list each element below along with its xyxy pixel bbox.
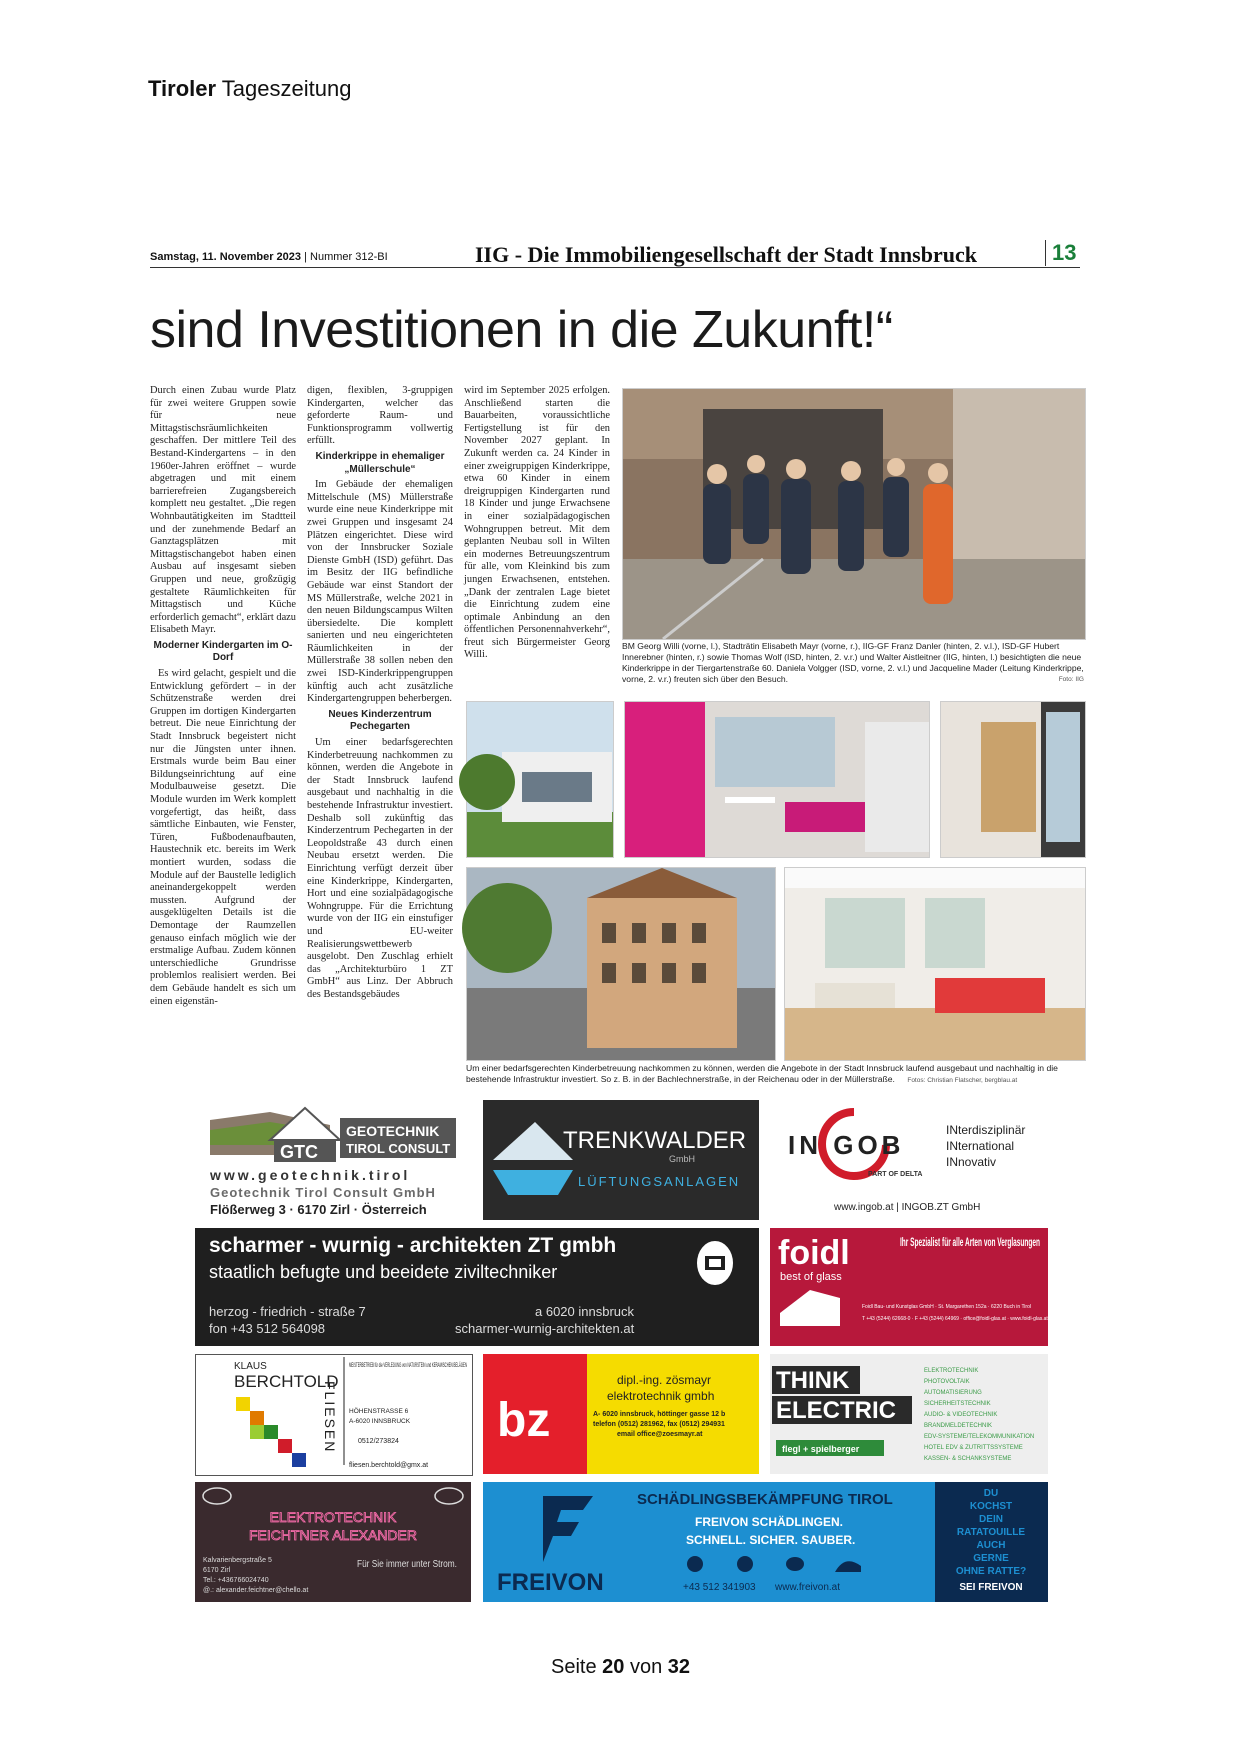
- ingob-website: www.ingob.at | INGOB.ZT GmbH: [834, 1202, 981, 1213]
- pigeon-icon: [687, 1556, 703, 1572]
- foidl-address: Foidl Bau- und Kunstglas GmbH · St. Margarethen 152a · 6220 Buch in Tirol: [862, 1304, 1031, 1310]
- feichtner-email: @.: alexander.feichtner@chello.at: [203, 1587, 309, 1594]
- freivon-title: SCHÄDLINGSBEKÄMPFUNG TIROL: [637, 1491, 893, 1508]
- ad-scharmer-wurnig[interactable]: [195, 1228, 759, 1346]
- classroom-photo: [784, 867, 1086, 1061]
- freivon-side-line: AUCH: [976, 1540, 1006, 1551]
- think-service: EDV-SYSTEME/TELEKOMMUNIKATION: [924, 1434, 1035, 1440]
- freivon-website: www.freivon.at: [775, 1582, 841, 1593]
- freivon-side-line: GERNE: [973, 1553, 1009, 1564]
- photo-credit: Fotos: Christian Flatscher, bergblau.at: [907, 1077, 1018, 1084]
- subheading: Moderner Kindergarten im O-Dorf: [153, 639, 293, 664]
- gtc-logo: GTC: [280, 1142, 318, 1162]
- group-photo: [622, 388, 1086, 640]
- total-pages: 32: [667, 1656, 690, 1678]
- scharmer-title: scharmer - wurnig - architekten ZT gmbh: [209, 1234, 617, 1257]
- paragraph: Um einer bedarfsgerechten Kinderbetreuung nachkommen zu können, werden die Angebote in der Stadt Innsbruck laufend ausgebaut und nachhaltig in die bestehende Infrastruktur investiert. Deshalb soll zukünftig das Kinderzentrum Pechegarten in der Leopoldstraße 43 durch einen Neubau ersetzt werden. Die Einrichtung verfügt derzeit über eine Kinderkrippe, Kindergarten, Hort und eine sozialpädagogische Wohngruppe. Für die Errichtung wurde von der IIG ein einstufiger und EU-weiter Realisierungswettbewerb ausgelobt. Den Zuschlag erhielt das „Architekturbüro 1 ZT GmbH“ aus Linz. Der Abbruch des Bestandsgebäudes: [307, 737, 453, 1000]
- scharmer-city: a 6020 innsbruck: [535, 1304, 635, 1319]
- paragraph: wird im September 2025 erfolgen. Anschließend starten die Bauarbeiten, voraussichtliche Fertigstellung ist für den November 2027 geplant. In Zukunft werden ca. 24 Kinder in einer zweigruppigen Kinderkrippe, etwa 60 Kinder in einem dreigruppigen Kindergarten rund 18 Kinder und junge Erwachsene in einer sozialpädagogischen Wohngruppen betreut. Mit dem geplanten Neubau soll in Wilten ein modernes Betreuungszentrum für alle, vom Kleinkind bis zum jungen Erwachsenen, entstehen. „Dank der zentralen Lage bietet die Einrichtung zudem eine optimale Anbindung an den öffentlichen Personennahverkehr“, freut sich Bürgermeister Georg Willi.: [464, 385, 610, 661]
- foidl-tagline: best of glass: [780, 1271, 842, 1283]
- photo-caption: BM Georg Willi (vorne, l.), Stadträtin Elisabeth Mayr (vorne, r.), IIG-GF Franz Danler (hinten, 2. v.l.), ISD-GF Hubert Innerebner (hinten, r.) sowie Thomas Wolf (ISD, hinten, 2. v.r.) und Walter Aistleitner (IIG, hinten, l.) besichtigten die neue Kinderkrippe in der Tiergartenstraße 60. Daniela Volgger (ISD, vorne, 2. v.l.) und Jacqueline Mader (Leitung Kinderkrippe, vorne, 2. v.r.) freuten sich über den Besuch. Foto: IIG: [622, 641, 1084, 684]
- berchtold-phone: 0512/273824: [358, 1438, 399, 1445]
- issue-date: Samstag, 11. November 2023 | Nummer 312-BI: [150, 251, 388, 263]
- gtc-website: www.geotechnik.tirol: [210, 1167, 411, 1183]
- feichtner-slogan: Für Sie immer unter Strom.: [357, 1559, 457, 1570]
- think-service: KASSEN- & SCHANKSYSTEME: [924, 1456, 1012, 1462]
- foidl-slogan: Ihr Spezialist für alle Arten von Verglasungen: [900, 1235, 1040, 1249]
- ad-freivon[interactable]: [483, 1482, 935, 1602]
- think-partner: flegl + spielberger: [782, 1444, 860, 1454]
- subheading: Kinderkrippe in ehemaliger „Müllerschule“: [315, 450, 445, 475]
- think-service: AUTOMATISIERUNG: [924, 1390, 982, 1396]
- bz-line-2: elektrotechnik gmbh: [607, 1389, 715, 1403]
- ad-zoesmayr-elektrotechnik[interactable]: [483, 1354, 759, 1474]
- historic-building-photo: [466, 867, 776, 1061]
- paragraph: Durch einen Zubau wurde Platz für zwei weitere Gruppen sowie für neue Mittagstischsräumlichkeiten geschaffen. Der mittlere Teil des Bestand-Kindergartens – in den 1960er-Jahren eröffnet – wurde abgetragen und mit einem barrierefreien Zugangsbereich komplett neu gestaltet. „Die regen Wohnbautätigkeiten im Stadtteil und der zunehmende Bedarf an Ganztagsplätzen mit Mittagstischangebot haben einen Ausbau auf insgesamt sieben Gruppen und neue, großzügig gestaltete Räumlichkeiten für Mittagstisch und Küche erforderlich gemacht“, erklärt dazu Elisabeth Mayr.: [150, 385, 296, 636]
- bz-logo: bz: [497, 1394, 551, 1447]
- spider-icon: [737, 1556, 753, 1572]
- page-number: 13: [1045, 240, 1076, 266]
- foidl-logo: foidl: [778, 1234, 850, 1272]
- bz-line-3: A- 6020 innsbruck, höttinger gasse 12 b: [593, 1411, 726, 1418]
- berchtold-email: fliesen.berchtold@gmx.at: [349, 1462, 429, 1469]
- ad-berchtold-fliesen[interactable]: [195, 1354, 473, 1476]
- think-service: AUDIO- & VIDEOTECHNIK: [924, 1412, 998, 1418]
- paragraph: Im Gebäude der ehemaligen Mittelschule (MS) Müllerstraße wurde eine neue Kinderkrippe mit zwei Gruppen und insgesamt 24 Plätzen eingerichtet. Diese wird von der Innsbrucker Soziale Dienste GmbH (ISD) geführt. Das im Besitz der IIG befindliche Gebäude war einst Standort der MS Müllerstraße, welche 2021 in den neuen Bildungscampus Wilten übersiedelte. Die komplett sanierten und neu eingerichteten Räumlichkeiten in der Müllerstraße 38 sollen neben den zwei ISD-Kinderkrippengruppen künftig auch acht zusätzliche Kindergartengruppen beherbergen.: [307, 479, 453, 705]
- trenkwalder-sub: LÜFTUNGSANLAGEN: [578, 1174, 741, 1189]
- freivon-line-2: SCHNELL. SICHER. SAUBER.: [686, 1533, 856, 1547]
- gtc-company: Geotechnik Tirol Consult GmbH: [210, 1185, 436, 1200]
- ingob-line-2: INternational: [946, 1139, 1015, 1153]
- pest-icons: [687, 1556, 861, 1572]
- berchtold-first-name: KLAUS: [234, 1361, 267, 1372]
- freivon-side-line: DEIN: [979, 1514, 1003, 1525]
- article-column-1: [150, 385, 296, 1090]
- section-title: IIG - Die Immobiliengesellschaft der Stadt Innsbruck: [475, 242, 977, 267]
- tile-logo-icon: [236, 1397, 306, 1467]
- scharmer-phone: fon +43 512 564098: [209, 1321, 326, 1336]
- wasp-icon: [786, 1557, 804, 1571]
- freivon-side-bold: SEI FREIVON: [959, 1582, 1023, 1593]
- berchtold-description: [349, 1361, 467, 1369]
- hallway-photo: [940, 701, 1086, 858]
- ad-elektrotechnik-feichtner[interactable]: [195, 1482, 471, 1602]
- freivon-line-1: FREIVON SCHÄDLINGEN.: [695, 1515, 844, 1529]
- photo-credit: Foto: IIG: [1058, 676, 1084, 683]
- scharmer-address: herzog - friedrich - straße 7: [209, 1304, 366, 1319]
- berchtold-street: HÖHENSTRASSE 6: [349, 1408, 409, 1415]
- feichtner-phone: Tel.: +436766024740: [203, 1577, 269, 1584]
- foidl-contact: T +43 (5244) 62668-0 · F +43 (5244) 64969 · office@foidl-glas.at · www.foidl-glas.at: [862, 1316, 1048, 1322]
- austria-eagle-icon: [697, 1241, 733, 1285]
- article-column-2: [307, 385, 453, 1090]
- current-page: 20: [602, 1656, 625, 1678]
- scharmer-website: scharmer-wurnig-architekten.at: [455, 1321, 635, 1336]
- ingob-logo: IN GOB: [788, 1130, 905, 1160]
- trenkwalder-gmbh: GmbH: [669, 1154, 696, 1164]
- ad-foidl[interactable]: [770, 1228, 1048, 1346]
- bz-line-1: dipl.-ing. zösmayr: [617, 1373, 712, 1387]
- gtc-name-2: TIROL CONSULT: [346, 1141, 451, 1156]
- freivon-side-line: KOCHST: [969, 1501, 1013, 1512]
- ad-ingob[interactable]: [776, 1100, 1066, 1220]
- feichtner-line-1: ELEKTROTECHNIK: [269, 1509, 397, 1525]
- ad-think-electric[interactable]: [770, 1354, 1048, 1474]
- ad-freivon-sidebar[interactable]: [935, 1482, 1048, 1602]
- feichtner-city: 6170 Zirl: [203, 1567, 231, 1574]
- article-headline: sind Investitionen in die Zukunft!“: [150, 301, 893, 359]
- ingob-partof: PART OF DELTA: [868, 1171, 923, 1178]
- berchtold-city: A-6020 INNSBRUCK: [349, 1418, 411, 1425]
- interior-magenta-photo: [624, 701, 930, 858]
- think-service: SICHERHEITSTECHNIK: [924, 1401, 991, 1407]
- page-footer: Seite 20 von 32: [550, 1656, 690, 1678]
- publication-title: Tiroler Tageszeitung: [148, 76, 352, 101]
- ingob-line-3: INnovativ: [946, 1155, 997, 1169]
- trenkwalder-name: TRENKWALDER: [563, 1127, 747, 1154]
- berchtold-vertical-label: FLIESEN: [322, 1381, 338, 1454]
- think-service: HOTEL EDV & ZUTRITTSSYSTEME: [924, 1445, 1023, 1451]
- freivon-side-line: DU: [983, 1488, 999, 1499]
- bz-line-4: telefon (0512) 281962, fax (0512) 294931: [593, 1421, 725, 1428]
- think-service: PHOTOVOLTAIK: [924, 1379, 970, 1385]
- gtc-name-1: GEOTECHNIK: [346, 1123, 440, 1139]
- berchtold-last-name: BERCHTOLD: [234, 1372, 339, 1391]
- freivon-side-line: RATATOUILLE: [956, 1527, 1026, 1538]
- ad-trenkwalder[interactable]: [483, 1100, 759, 1220]
- freivon-phone: +43 512 341903: [683, 1582, 756, 1593]
- subheading: Neues Kinderzentrum Pechegarten: [328, 708, 432, 733]
- paragraph: Es wird gelacht, gespielt und die Entwicklung gefördert – in der Schützenstraße werden drei Gruppen im dortigen Kindergarten betreut. Die neue Einrichtung der Stadt Innsbruck begeistert nicht nur die Jüngsten unter ihnen. Erstmals wurde beim Bau einer Bildungseinrichtung auf eine Modulbauweise gesetzt. Die Module wurden im Werk komplett vorgefertigt, das heißt, dass sämtliche Einbauten, wie Fenster, Türen, Fußbodenaufbauten, Haustechnik etc. bereits im Werk montiert wurden, sodass die Module auf der Baustelle lediglich aneinandergekoppelt werden mussten. Aufgrund der ausgeklügelten Details ist die Demontage der Raumzellen genauso einfach möglich wie der erstmalige Aufbau. Zudem können unterschiedliche Grundrisse problemlos realisiert werden. Bei dem Gebäude handelt es sich um einen eigenstän-: [150, 668, 296, 1007]
- header-divider: [150, 267, 1080, 268]
- issue-number: | Nummer 312-BI: [301, 251, 388, 263]
- think-service: ELEKTROTECHNIK: [924, 1368, 979, 1374]
- think-service: BRANDMELDETECHNIK: [924, 1423, 993, 1429]
- photo-caption-bottom: Um einer bedarfsgerechten Kinderbetreuung nachkommen zu können, werden die Angebote in der Stadt Innsbruck laufend ausgebaut und nachhaltig in die bestehende Infrastruktur investiert. So z. B. in der Bachlechnerstraße, in der Reichenau oder in der Müllerstraße. Fotos: Christian Flatscher, bergblau.at: [466, 1063, 1058, 1084]
- ad-geotechnik-tirol[interactable]: [210, 1100, 460, 1220]
- paragraph: digen, flexiblen, 3-gruppigen Kindergarten, welcher das geforderte Raum- und Funktionsprogramm vollwertig erfüllt.: [307, 385, 453, 447]
- building-exterior-photo: [466, 701, 614, 858]
- scharmer-subtitle: staatlich befugte und beeidete ziviltechniker: [209, 1262, 558, 1282]
- think-line-1: THINK: [776, 1367, 850, 1394]
- article-column-3: [464, 385, 610, 690]
- freivon-brand: FREIVON: [497, 1569, 604, 1596]
- feichtner-address: Kalvarienbergstraße 5: [203, 1557, 272, 1564]
- bz-line-5: email office@zoesmayr.at: [617, 1431, 703, 1438]
- rat-icon: [835, 1561, 861, 1572]
- ingob-line-1: INterdisziplinär: [946, 1123, 1026, 1137]
- gtc-address: Flößerweg 3 · 6170 Zirl · Österreich: [210, 1202, 427, 1217]
- freivon-side-line: OHNE RATTE?: [955, 1566, 1027, 1577]
- think-line-2: ELECTRIC: [776, 1397, 896, 1424]
- feichtner-line-2: FEICHTNER ALEXANDER: [248, 1527, 418, 1543]
